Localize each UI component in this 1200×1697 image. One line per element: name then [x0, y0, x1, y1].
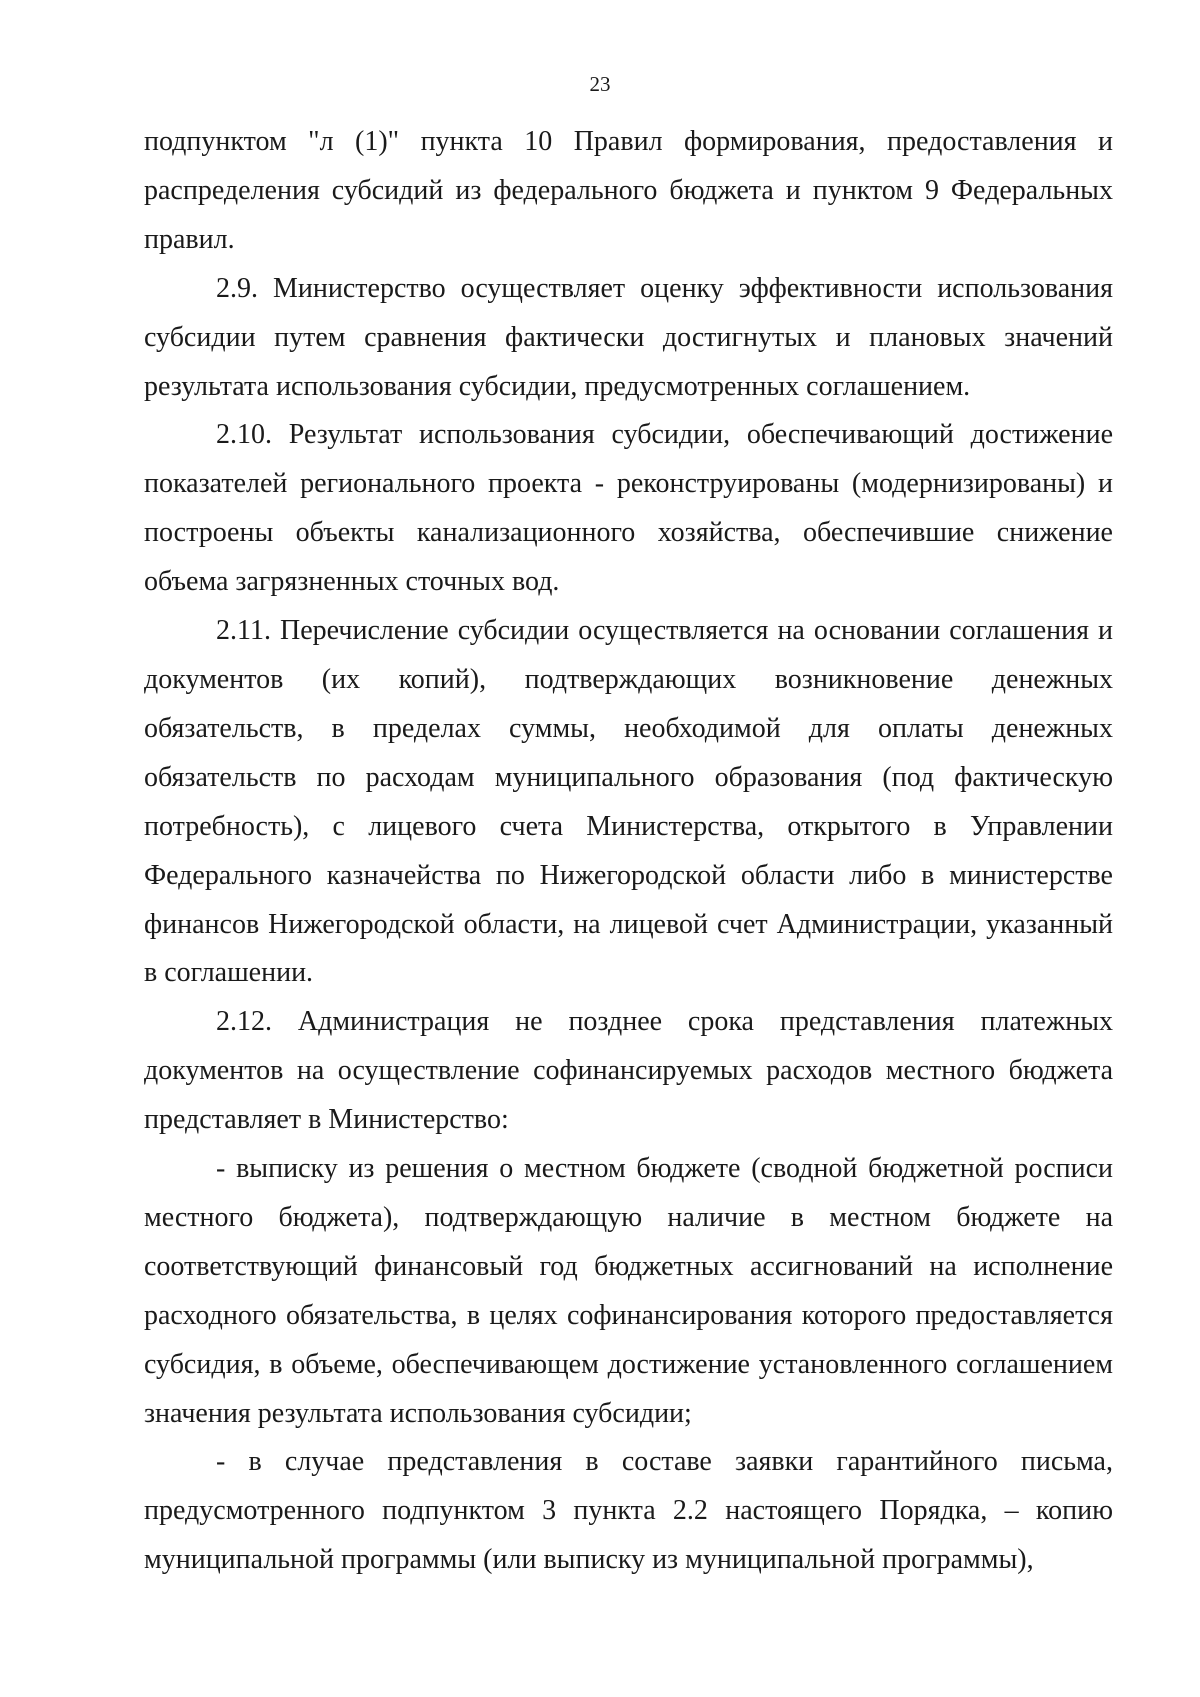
list-item-guarantee-letter: - в случае представления в составе заявки гарантийного письма, предусмотренного подпунктом 3 пункта 2.2 настоящего Порядка, – копию муниципальной программы (или выписку из муниципальной программы),	[144, 1446, 1113, 1576]
paragraph-2-9: 2.9. Министерство осуществляет оценку эффективности использования субсидии путем сравнения фактически достигнутых и плановых значений результата использования субсидии, предусмотренных соглашением.	[144, 272, 1113, 402]
paragraph-2-11: 2.11. Перечисление субсидии осуществляется на основании соглашения и документов (их копий), подтверждающих возникновение денежных обязательств, в пределах суммы, необходимой для оплаты денежных обязательств по расходам муниципального образования (под фактическую потребность), с лицевого счета Министерства, открытого в Управлении Федерального казначейства по Нижегородской области либо в министерстве финансов Нижегородской области, на лицевой счет Администрации, указанный в соглашении.	[144, 615, 1113, 989]
page-number: 23	[589, 72, 611, 96]
paragraph-2-10: 2.10. Результат использования субсидии, обеспечивающий достижение показателей регионального проекта - реконструированы (модернизированы) и построены объекты канализационного хозяйства, обеспечившие снижение объема загрязненных сточных вод.	[144, 419, 1113, 598]
paragraph-continuation: подпунктом "л (1)" пункта 10 Правил формирования, предоставления и распределения субсидий из федерального бюджета и пунктом 9 Федеральных правил.	[144, 126, 1113, 255]
document-body	[144, 118, 1113, 1585]
paragraph-2-12: 2.12. Администрация не позднее срока представления платежных документов на осуществление софинансируемых расходов местного бюджета представляет в Министерство:	[144, 1006, 1113, 1136]
list-item-budget-extract: - выписку из решения о местном бюджете (сводной бюджетной росписи местного бюджета), подтверждающую наличие в местном бюджете на соответствующий финансовый год бюджетных ассигнований на исполнение расходного обязательства, в целях софинансирования которого предоставляется субсидия, в объеме, обеспечивающем достижение установленного соглашением значения результата использования субсидии;	[144, 1153, 1113, 1429]
